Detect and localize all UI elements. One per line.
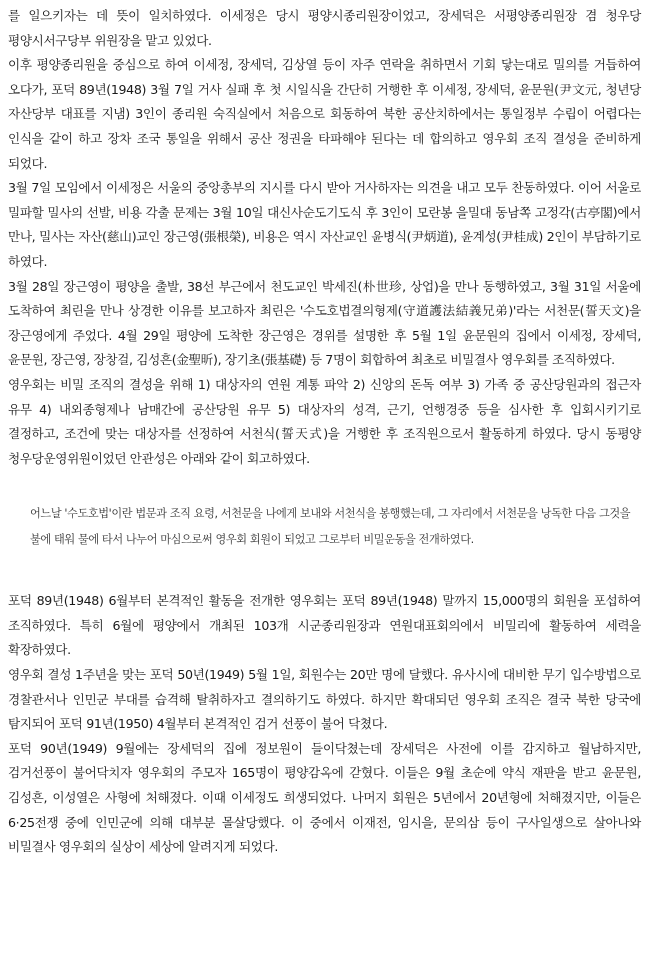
spacer: [8, 553, 641, 589]
paragraph-6: 포덕 89년(1948) 6월부터 본격적인 활동을 전개한 영우회는 포덕 89년(1948) 말까지 15,000명의 회원을 포섭하여 조직하였다. 특히 6월에 평양에서 개최된 103개 시군종리원장과 연원대표회의에서 비밀리에 활동하여 세력을 확장하였다.: [8, 593, 641, 658]
paragraph-8: 포덕 90년(1949) 9월에는 장세덕의 집에 정보원이 들이닥쳤는데 장세덕은 사전에 이를 감지하고 월남하지만, 검거선풍이 불어닥치자 영우회의 주모자 165명이 평양감옥에 갇혔다. 이들은 9월 초순에 약식 재판을 받고 윤문원, 김성흔, 이성열은 사형에 처해졌다. 이때 이세정도 희생되었다. 나머지 회원은 5년에서 20년형에 처해졌지만, 이들은 6·25전쟁 중에 인민군에 의해 대부분 몰살당했다. 이 중에서 이재전, 임시을, 문의삼 등이 구사일생으로 살아나와 비밀결사 영우회의 실상이 세상에 알려지게 되었다.: [8, 740, 641, 855]
quoted-recollection: 어느날 '수도호법'이란 법문과 조직 요령, 서천문을 나에게 보내와 서천식을 봉행했는데, 그 자리에서 서천문을 낭독한 다음 그것을 불에 태워 물에 타서 나누어 마심으로써 영우회 회원이 되었고 그로부터 비밀운동을 전개하였다.: [30, 507, 631, 547]
paragraph-1: 를 일으키자는 데 뜻이 일치하였다. 이세정은 당시 평양시종리원장이었고, 장세덕은 서평양종리원장 겸 청우당 평양시서구당부 위원장을 맡고 있었다.: [8, 8, 641, 48]
paragraph-3: 3월 7일 모임에서 이세정은 서울의 중앙총부의 지시를 다시 받아 거사하자는 의견을 내고 모두 찬동하였다. 이어 서울로 밀파할 밀사의 선발, 비용 각출 문제는 3월 10일 대신사순도기도식 후 3인이 모란봉 을밀대 동남쪽 고정각(古亭閣)에서 만나, 밀사는 자산(慈山)교인 장근영(張根榮), 비용은 역시 자산교인 윤병식(尹炳道), 윤계성(尹桂成) 2인이 부담하기로 하였다.: [8, 180, 641, 269]
paragraph-7: 영우회 결성 1주년을 맞는 포덕 50년(1949) 5월 1일, 회원수는 20만 명에 달했다. 유사시에 대비한 무기 입수방법으로 경찰관서나 인민군 부대를 습격해 탈취하자고 결의하기도 하였다. 하지만 확대되던 영우회 조직은 결국 북한 당국에 탐지되어 포덕 91년(1950) 4월부터 본격적인 검거 선풍이 불어 닥쳤다.: [8, 667, 641, 732]
paragraph-4: 3월 28일 장근영이 평양을 출발, 38선 부근에서 천도교인 박세진(朴世珍, 상업)을 만나 동행하였고, 3월 31일 서울에 도착하여 최린을 만나 상경한 이유를 보고하자 최린은 '수도호법결의형제(守道護法結義兄弟)'라는 서천문(誓天文)을 장근영에게 주었다. 4월 29일 평양에 도착한 장근영은 경위를 설명한 후 5월 1일 윤문원의 집에서 이세정, 장세덕, 윤문원, 장근영, 장창걸, 김성흔(金聖昕), 장기초(張基礎) 등 7명이 회합하여 최초로 비밀결사 영우회를 조직하였다.: [8, 278, 641, 368]
paragraph-5: 영우회는 비밀 조직의 결성을 위해 1) 대상자의 연원 계통 파악 2) 신앙의 돈독 여부 3) 가족 중 공산당원과의 접근자 유무 4) 내외종형제나 남매간에 공산당원 유무 5) 대상자의 성격, 근기, 언행경중 등을 심사한 후 입회시키기로 결정하고, 조건에 맞는 대상자를 선정하여 서천식(誓天式)을 거행한 후 조직원으로서 활동하게 하였다. 당시 동평양 청우당운영위원이었던 안관성은 아래와 같이 회고하였다.: [8, 376, 641, 466]
spacer: [8, 471, 641, 501]
paragraph-2: 이후 평양종리원을 중심으로 하여 이세정, 장세덕, 김상열 등이 자주 연락을 취하면서 기회 닿는대로 밀의를 거듭하여 오다가, 포덕 89년(1948) 3월 7일 거사 실패 후 첫 시일식을 간단히 거행한 후 이세정, 장세덕, 윤문원(尹文元, 청년당 자산당부 대표를 지냄) 3인이 종리원 숙직실에서 처음으로 회동하여 북한 공산치하에서는 통일정부 수립이 어렵다는 인식을 같이 하고 장차 조국 통일을 위해서 공산 정권을 타파해야 된다는 데 합의하고 영우회 조직 결성을 준비하게 되었다.: [8, 57, 641, 171]
